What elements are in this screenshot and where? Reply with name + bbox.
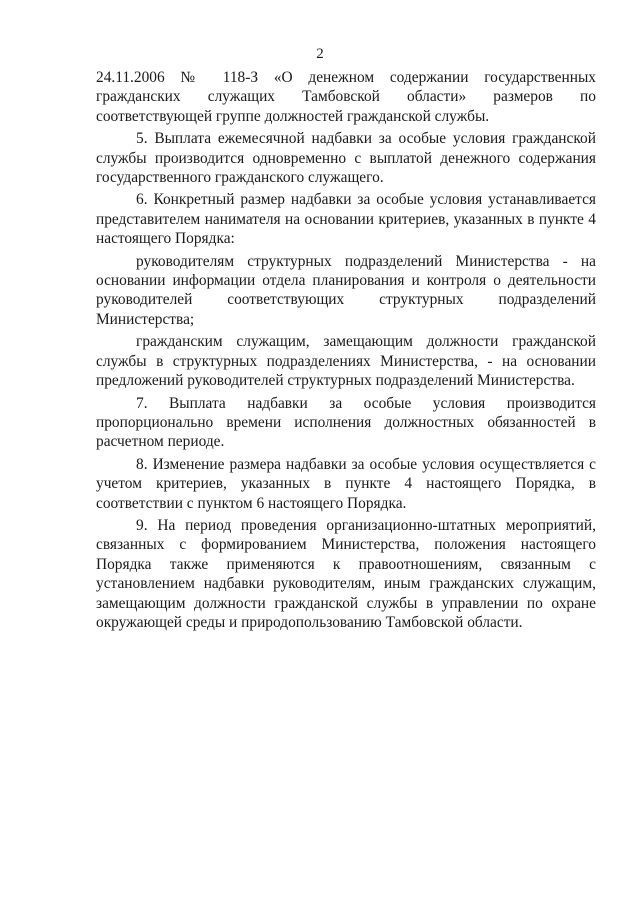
document-body [96, 68, 596, 635]
page-number: 2 [316, 46, 324, 62]
paragraph-item-6-servants: гражданским служащим, замещающим должности гражданской службы в структурных подразделениях Министерства, - на основании предложений руководителей структурных подразделений Министерства. [96, 333, 596, 390]
paragraph-item-6: 6. Конкретный размер надбавки за особые условия устанавливается представителем нанимателя на основании критериев, указанных в пункте 4 настоящего Порядка: [96, 191, 596, 248]
paragraph-item-5: 5. Выплата ежемесячной надбавки за особые условия гражданской службы производится одновременно с выплатой денежного содержания государственного гражданского служащего. [96, 130, 596, 187]
paragraph-item-8: 8. Изменение размера надбавки за особые условия осуществляется с учетом критериев, указанных в пункте 4 настоящего Порядка, в соответствии с пунктом 6 настоящего Порядка. [96, 455, 596, 512]
paragraph-item-6-heads: руководителям структурных подразделений Министерства - на основании информации отдела планирования и контроля о деятельности руководителей соответствующих структурных подразделений Министерства; [96, 252, 596, 328]
paragraph-continuation: 24.11.2006 № 118-З «О денежном содержании государственных гражданских служащих Тамбовской области» размеров по соответствующей группе должностей гражданской службы. [96, 69, 596, 125]
paragraph-item-7: 7. Выплата надбавки за особые условия производится пропорционально времени исполнения должностных обязанностей в расчетном периоде. [96, 394, 596, 451]
paragraph-item-9: 9. На период проведения организационно-штатных мероприятий, связанных с формированием Министерства, положения настоящего Порядка также применяются к правоотношениям, связанным с установлением надбавки руководителям, иным гражданских служащим, замещающим должности гражданской службы в управлении по охране окружающей среды и природопользованию Тамбовской области. [96, 516, 596, 631]
